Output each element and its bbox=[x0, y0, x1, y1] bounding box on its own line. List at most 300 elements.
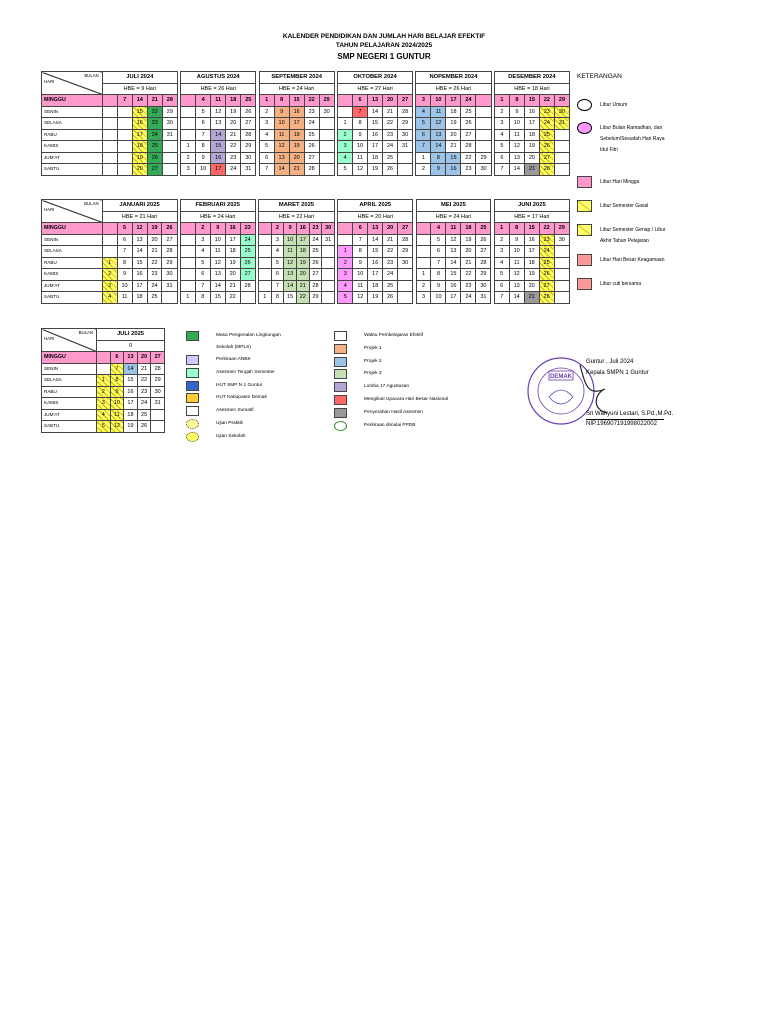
date-cell: 20 bbox=[137, 352, 151, 364]
date-cell: 11 bbox=[284, 246, 297, 258]
date-cell: 15 bbox=[211, 141, 226, 153]
date-cell: 8 bbox=[195, 292, 210, 304]
date-cell: 25 bbox=[539, 129, 554, 141]
date-cell: 6 bbox=[353, 95, 368, 107]
date-cell: 27 bbox=[398, 223, 413, 235]
date-cell: 10 bbox=[274, 118, 289, 130]
date-cell: 2 bbox=[259, 106, 274, 118]
date-cell: 5 bbox=[338, 292, 353, 304]
date-cell bbox=[322, 292, 335, 304]
hbe-count: HBE = 24 Hari bbox=[416, 211, 491, 223]
date-cell: 8 bbox=[117, 257, 132, 269]
date-cell: 30 bbox=[319, 106, 334, 118]
date-cell bbox=[476, 118, 491, 130]
date-cell: 9 bbox=[353, 129, 368, 141]
date-cell: 6 bbox=[196, 118, 211, 130]
date-cell: 16 bbox=[446, 280, 461, 292]
legend-label: Mengikuti Upacara Hari Besar Nasional bbox=[364, 397, 448, 402]
date-cell: 11 bbox=[353, 152, 368, 164]
date-cell: 5 bbox=[259, 141, 274, 153]
date-cell: 13 bbox=[446, 246, 461, 258]
date-cell: 13 bbox=[509, 152, 524, 164]
legend-label: Lomba 17 Agustusan bbox=[364, 384, 410, 390]
date-cell: 13 bbox=[210, 269, 225, 281]
date-cell bbox=[162, 152, 177, 164]
day-label: SENIN bbox=[42, 234, 103, 246]
date-cell: 6 bbox=[271, 269, 284, 281]
date-cell: 21 bbox=[383, 106, 398, 118]
date-cell: 8 bbox=[353, 118, 368, 130]
date-cell: 29 bbox=[162, 106, 177, 118]
date-cell: 8 bbox=[274, 95, 289, 107]
date-cell bbox=[162, 164, 177, 176]
date-cell: 14 bbox=[124, 363, 138, 375]
bulan-hari-corner bbox=[42, 200, 103, 223]
legend-swatch bbox=[186, 381, 199, 391]
hbe-count: HBE = 22 Hari bbox=[258, 211, 334, 223]
date-cell: 28 bbox=[398, 106, 413, 118]
date-cell: 30 bbox=[241, 152, 256, 164]
date-cell: 25 bbox=[304, 129, 319, 141]
date-cell: 5 bbox=[97, 421, 111, 433]
date-cell: 11 bbox=[274, 129, 289, 141]
date-cell: 8 bbox=[271, 292, 284, 304]
date-cell: 5 bbox=[416, 118, 431, 130]
date-cell: 23 bbox=[461, 164, 476, 176]
date-cell: 23 bbox=[226, 152, 241, 164]
date-cell: 2 bbox=[97, 386, 111, 398]
date-cell: 17 bbox=[124, 398, 138, 410]
date-cell bbox=[319, 129, 334, 141]
day-row bbox=[42, 375, 165, 387]
date-cell: 2 bbox=[416, 164, 431, 176]
day-label: SELASA bbox=[42, 118, 103, 130]
date-cell: 15 bbox=[524, 223, 539, 235]
date-cell: 6 bbox=[117, 234, 132, 246]
date-cell: 16 bbox=[368, 129, 383, 141]
date-cell: 2 bbox=[195, 223, 210, 235]
date-cell: 1 bbox=[181, 141, 196, 153]
date-cell: 14 bbox=[284, 280, 297, 292]
date-cell: 8 bbox=[509, 223, 524, 235]
date-cell: 14 bbox=[509, 164, 524, 176]
date-cell: 14 bbox=[274, 164, 289, 176]
date-cell: 26 bbox=[240, 257, 255, 269]
date-cell: 3 bbox=[97, 398, 111, 410]
date-cell: 31 bbox=[322, 234, 335, 246]
date-cell bbox=[102, 141, 117, 153]
date-cell: 30 bbox=[554, 106, 569, 118]
legend-label: Projek 3 bbox=[364, 371, 382, 377]
month-name: AGUSTUS 2024 bbox=[181, 72, 256, 84]
date-cell bbox=[476, 129, 491, 141]
date-cell: 3 bbox=[102, 280, 117, 292]
date-cell bbox=[338, 95, 353, 107]
keterangan-label: Libur Umum bbox=[600, 102, 628, 108]
date-cell: 5 bbox=[271, 257, 284, 269]
legend-label: Asesmen Sumatif bbox=[216, 408, 254, 414]
date-cell: 17 bbox=[225, 234, 240, 246]
calendar-block-3 bbox=[41, 328, 165, 433]
date-cell bbox=[554, 292, 569, 304]
legend-swatch bbox=[334, 331, 347, 341]
date-cell: 14 bbox=[431, 141, 446, 153]
date-cell: 21 bbox=[296, 280, 309, 292]
hbe-row bbox=[42, 211, 570, 223]
date-cell: 9 bbox=[210, 223, 225, 235]
day-label: SELASA bbox=[42, 246, 103, 258]
date-cell: 26 bbox=[539, 269, 554, 281]
date-cell: 19 bbox=[289, 141, 304, 153]
day-label: MINGGU bbox=[42, 352, 97, 364]
keterangan-title: KETERANGAN bbox=[577, 73, 622, 80]
date-cell: 1 bbox=[338, 118, 353, 130]
date-cell: 21 bbox=[461, 257, 476, 269]
date-cell: 12 bbox=[210, 257, 225, 269]
date-cell: 17 bbox=[446, 95, 461, 107]
date-cell: 17 bbox=[524, 246, 539, 258]
date-cell: 10 bbox=[431, 95, 446, 107]
date-cell: 28 bbox=[309, 280, 322, 292]
date-cell bbox=[258, 257, 271, 269]
date-cell: 16 bbox=[225, 223, 240, 235]
date-cell: 1 bbox=[258, 292, 271, 304]
hbe-count: HBE = 17 Hari bbox=[494, 211, 569, 223]
date-cell: 20 bbox=[461, 246, 476, 258]
bulan-label: BULAN bbox=[84, 201, 99, 206]
date-cell: 1 bbox=[494, 95, 509, 107]
date-cell bbox=[319, 141, 334, 153]
date-cell: 28 bbox=[162, 246, 177, 258]
calendar-block-1 bbox=[41, 71, 570, 176]
date-cell: 6 bbox=[195, 269, 210, 281]
date-cell: 5 bbox=[431, 234, 446, 246]
date-cell bbox=[258, 269, 271, 281]
date-cell: 7 bbox=[353, 234, 368, 246]
keterangan-label: Libur cuti bersama bbox=[600, 281, 642, 287]
date-cell bbox=[180, 234, 195, 246]
date-cell: 10 bbox=[353, 141, 368, 153]
date-cell: 13 bbox=[509, 280, 524, 292]
date-cell: 1 bbox=[338, 246, 353, 258]
keterangan-swatch bbox=[577, 254, 592, 266]
date-cell: 28 bbox=[162, 95, 177, 107]
date-cell: 23 bbox=[461, 280, 476, 292]
date-cell bbox=[117, 118, 132, 130]
date-cell bbox=[416, 223, 431, 235]
date-cell: 1 bbox=[494, 223, 509, 235]
date-cell: 12 bbox=[211, 106, 226, 118]
date-cell: 22 bbox=[539, 223, 554, 235]
date-cell: 27 bbox=[539, 152, 554, 164]
day-row bbox=[42, 164, 570, 176]
month-name: MEI 2025 bbox=[416, 200, 491, 212]
date-cell: 2 bbox=[494, 234, 509, 246]
date-cell bbox=[117, 106, 132, 118]
date-cell bbox=[554, 141, 569, 153]
date-cell: 9 bbox=[509, 106, 524, 118]
date-cell: 16 bbox=[211, 152, 226, 164]
day-label: JUM'AT bbox=[42, 409, 97, 421]
date-cell: 16 bbox=[524, 106, 539, 118]
day-row bbox=[42, 292, 570, 304]
date-cell: 27 bbox=[539, 280, 554, 292]
legend-label: HUT Kabupaten Demak bbox=[216, 395, 267, 401]
date-cell bbox=[258, 223, 271, 235]
date-cell bbox=[181, 129, 196, 141]
date-cell bbox=[117, 152, 132, 164]
date-cell: 29 bbox=[398, 118, 413, 130]
date-cell: 28 bbox=[240, 280, 255, 292]
day-label: RABU bbox=[42, 129, 103, 141]
signature-line bbox=[586, 419, 664, 420]
month-name: NOPEMBER 2024 bbox=[416, 72, 491, 84]
date-cell: 4 bbox=[494, 257, 509, 269]
date-cell: 18 bbox=[446, 106, 461, 118]
date-cell: 16 bbox=[368, 257, 383, 269]
date-cell bbox=[322, 257, 335, 269]
date-cell: 10 bbox=[353, 269, 368, 281]
date-cell: 9 bbox=[353, 257, 368, 269]
hbe-count: HBE = 21 Hari bbox=[102, 211, 177, 223]
legend-swatch bbox=[334, 421, 347, 431]
date-cell: 6 bbox=[259, 152, 274, 164]
day-row bbox=[42, 409, 165, 421]
date-cell: 14 bbox=[211, 129, 226, 141]
hbe-count: HBE = 24 Hari bbox=[180, 211, 255, 223]
legend-label: Ujian Sekolah bbox=[216, 433, 246, 439]
month-name: OKTOBER 2024 bbox=[338, 72, 413, 84]
date-cell: 25 bbox=[461, 106, 476, 118]
date-cell bbox=[398, 152, 413, 164]
date-cell: 5 bbox=[196, 106, 211, 118]
date-cell: 6 bbox=[353, 223, 368, 235]
month-header-row bbox=[42, 72, 570, 84]
date-cell: 24 bbox=[137, 398, 151, 410]
date-cell: 17 bbox=[368, 141, 383, 153]
keterangan-label: Libur Semester Gasal bbox=[600, 203, 649, 209]
keterangan-swatch bbox=[577, 176, 592, 188]
date-cell: 4 bbox=[431, 223, 446, 235]
date-cell: 12 bbox=[509, 269, 524, 281]
date-cell: 22 bbox=[304, 95, 319, 107]
date-cell: 12 bbox=[353, 292, 368, 304]
date-cell: 25 bbox=[476, 223, 491, 235]
hari-label: HARI bbox=[44, 207, 55, 212]
date-cell: 21 bbox=[147, 246, 162, 258]
date-cell: 21 bbox=[225, 280, 240, 292]
date-cell bbox=[554, 164, 569, 176]
date-cell: 27 bbox=[151, 352, 165, 364]
keterangan-label: Libur Semester Genap / Libur bbox=[600, 227, 666, 233]
date-cell: 9 bbox=[110, 386, 124, 398]
date-cell: 27 bbox=[398, 95, 413, 107]
date-cell: 22 bbox=[137, 375, 151, 387]
title-line1: KALENDER PENDIDIKAN DAN JUMLAH HARI BELAJAR EFEKTIF bbox=[282, 33, 486, 40]
date-cell: 28 bbox=[539, 164, 554, 176]
date-cell: 23 bbox=[539, 234, 554, 246]
date-cell: 12 bbox=[446, 234, 461, 246]
keterangan-label: Sebelum/Sesudah Hari Raya bbox=[600, 136, 665, 142]
day-row bbox=[42, 106, 570, 118]
date-cell: 7 bbox=[494, 292, 509, 304]
date-cell: 25 bbox=[539, 257, 554, 269]
legend-swatch bbox=[186, 368, 199, 378]
date-cell bbox=[416, 234, 431, 246]
date-cell: 13 bbox=[431, 129, 446, 141]
day-label: JUM'AT bbox=[42, 152, 103, 164]
day-row bbox=[42, 386, 165, 398]
date-cell: 2 bbox=[338, 129, 353, 141]
date-cell: 31 bbox=[151, 398, 165, 410]
date-cell: 20 bbox=[132, 164, 147, 176]
date-cell: 14 bbox=[210, 280, 225, 292]
date-cell bbox=[102, 118, 117, 130]
date-cell: 16 bbox=[124, 386, 138, 398]
date-cell: 23 bbox=[137, 386, 151, 398]
date-cell: 6 bbox=[494, 280, 509, 292]
keterangan-label: Libur Hari Besar Keagamaan bbox=[600, 257, 665, 263]
keterangan-label: Libur Bulan Ramadhan, dan bbox=[600, 125, 663, 131]
date-cell: 28 bbox=[241, 129, 256, 141]
keterangan-swatch bbox=[577, 278, 592, 290]
date-cell bbox=[151, 409, 165, 421]
date-cell bbox=[240, 292, 255, 304]
day-label: SABTU bbox=[42, 164, 103, 176]
date-cell: 10 bbox=[210, 234, 225, 246]
date-cell: 18 bbox=[524, 257, 539, 269]
date-cell bbox=[258, 246, 271, 258]
date-cell: 10 bbox=[284, 234, 297, 246]
date-cell: 14 bbox=[132, 246, 147, 258]
date-cell: 8 bbox=[353, 246, 368, 258]
date-cell: 9 bbox=[431, 164, 446, 176]
date-cell bbox=[102, 223, 117, 235]
date-cell: 2 bbox=[494, 106, 509, 118]
date-cell: 19 bbox=[368, 292, 383, 304]
date-cell: 28 bbox=[539, 292, 554, 304]
date-cell bbox=[102, 152, 117, 164]
day-label: JUM'AT bbox=[42, 280, 103, 292]
date-cell: 12 bbox=[132, 223, 147, 235]
date-cell: 15 bbox=[368, 246, 383, 258]
date-cell: 29 bbox=[554, 95, 569, 107]
date-cell: 29 bbox=[151, 375, 165, 387]
date-cell: 11 bbox=[210, 246, 225, 258]
date-cell: 25 bbox=[383, 280, 398, 292]
date-cell: 4 bbox=[196, 95, 211, 107]
day-label: KAMIS bbox=[42, 398, 97, 410]
day-row bbox=[42, 257, 570, 269]
date-cell: 3 bbox=[259, 118, 274, 130]
date-cell: 13 bbox=[132, 234, 147, 246]
date-cell: 30 bbox=[554, 234, 569, 246]
date-cell: 27 bbox=[147, 164, 162, 176]
signature-name: Sri Wahyuni Lestari, S.Pd.,M.Pd. bbox=[586, 411, 674, 417]
date-cell: 12 bbox=[284, 257, 297, 269]
date-cell: 28 bbox=[476, 257, 491, 269]
date-cell: 18 bbox=[296, 246, 309, 258]
date-cell: 1 bbox=[416, 152, 431, 164]
date-cell: 29 bbox=[398, 246, 413, 258]
date-cell: 4 bbox=[97, 409, 111, 421]
date-cell: 31 bbox=[162, 129, 177, 141]
date-cell: 16 bbox=[289, 106, 304, 118]
date-cell: 30 bbox=[476, 164, 491, 176]
date-cell: 24 bbox=[304, 118, 319, 130]
date-cell: 18 bbox=[368, 152, 383, 164]
date-cell: 8 bbox=[196, 141, 211, 153]
date-cell: 19 bbox=[296, 257, 309, 269]
date-cell: 23 bbox=[304, 106, 319, 118]
date-cell: 8 bbox=[431, 269, 446, 281]
date-cell: 11 bbox=[110, 409, 124, 421]
date-cell: 22 bbox=[225, 292, 240, 304]
legend-swatch bbox=[186, 406, 199, 416]
date-cell bbox=[97, 363, 111, 375]
date-cell: 12 bbox=[509, 141, 524, 153]
date-cell: 3 bbox=[494, 118, 509, 130]
date-cell: 23 bbox=[147, 269, 162, 281]
month-name: SEPTEMBER 2024 bbox=[259, 72, 334, 84]
date-cell bbox=[97, 352, 111, 364]
date-cell: 20 bbox=[226, 118, 241, 130]
date-cell: 17 bbox=[524, 118, 539, 130]
date-cell bbox=[322, 280, 335, 292]
month-name: JANUARI 2025 bbox=[102, 200, 177, 212]
date-cell: 29 bbox=[162, 257, 177, 269]
date-cell: 30 bbox=[322, 223, 335, 235]
date-cell: 4 bbox=[494, 129, 509, 141]
date-cell: 12 bbox=[353, 164, 368, 176]
date-cell: 24 bbox=[461, 292, 476, 304]
legend-swatch bbox=[334, 369, 347, 379]
date-cell bbox=[416, 246, 431, 258]
date-cell bbox=[398, 280, 413, 292]
date-cell: 16 bbox=[132, 118, 147, 130]
date-cell: 14 bbox=[509, 292, 524, 304]
date-cell: 20 bbox=[296, 269, 309, 281]
date-cell: 29 bbox=[241, 141, 256, 153]
date-cell: 17 bbox=[289, 118, 304, 130]
date-cell: 13 bbox=[124, 352, 138, 364]
date-cell: 20 bbox=[383, 95, 398, 107]
date-cell: 8 bbox=[110, 375, 124, 387]
date-cell: 22 bbox=[539, 95, 554, 107]
date-cell: 22 bbox=[383, 118, 398, 130]
date-cell: 29 bbox=[476, 269, 491, 281]
date-cell: 28 bbox=[151, 363, 165, 375]
date-cell: 3 bbox=[338, 269, 353, 281]
date-cell bbox=[117, 129, 132, 141]
date-cell: 25 bbox=[240, 246, 255, 258]
date-cell bbox=[319, 152, 334, 164]
date-cell: 5 bbox=[117, 223, 132, 235]
date-cell bbox=[554, 129, 569, 141]
date-cell: 13 bbox=[368, 223, 383, 235]
hari-label: HARI bbox=[44, 336, 55, 341]
calendar-block-2 bbox=[41, 199, 570, 304]
date-cell: 10 bbox=[110, 398, 124, 410]
date-cell bbox=[117, 141, 132, 153]
keterangan-swatch bbox=[577, 122, 592, 134]
date-cell: 5 bbox=[494, 141, 509, 153]
date-cell: 18 bbox=[368, 280, 383, 292]
date-cell: 25 bbox=[147, 292, 162, 304]
day-label: MINGGU bbox=[42, 95, 103, 107]
date-cell bbox=[181, 95, 196, 107]
date-cell: 26 bbox=[309, 257, 322, 269]
